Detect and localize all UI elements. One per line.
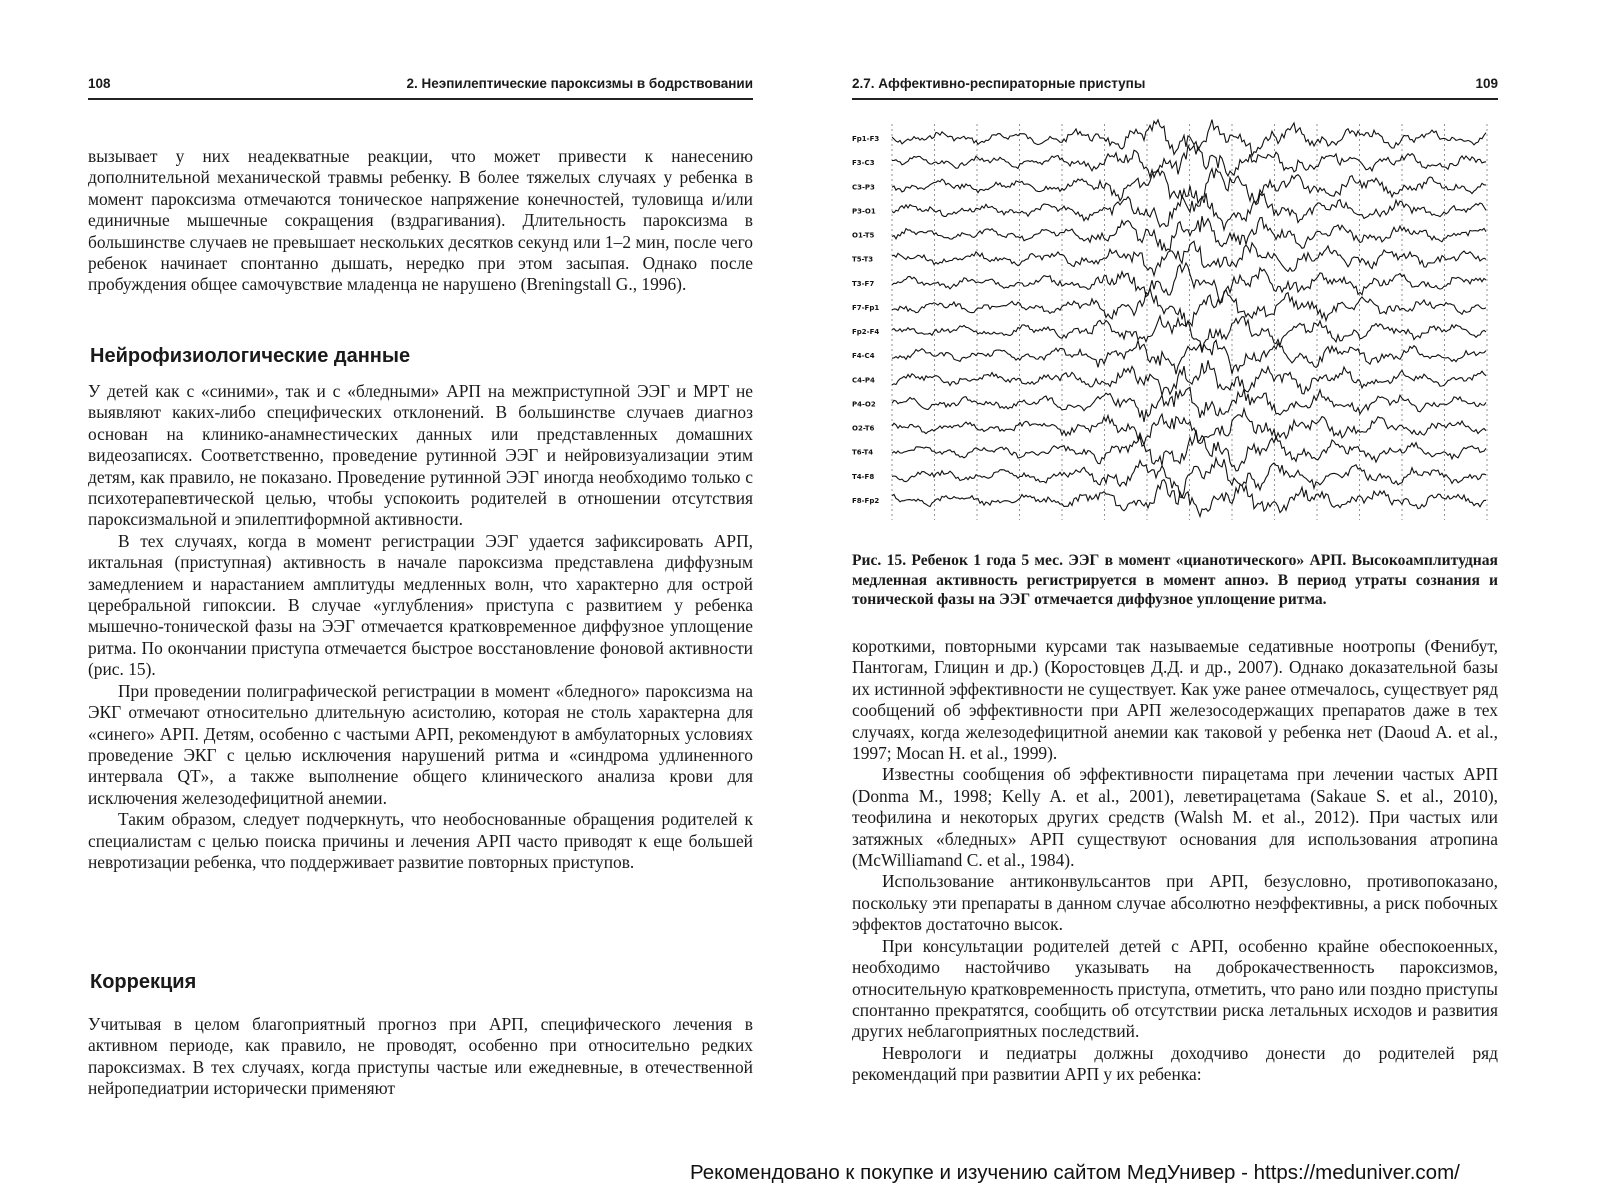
channel-label: T4-F8 — [852, 472, 875, 481]
channel-label: Fp2-F4 — [852, 328, 880, 336]
paragraph: Учитывая в целом благоприятный прогноз при АРП, специфического лечения в активном периоде, как правило, не проводят, особенно при относительно редких пароксизмах. В тех случаях, когда приступы частые или ежедневные, в отечественной нейропедиатрии исторически применяют — [88, 1014, 753, 1099]
eeg-channel-labels — [852, 135, 879, 505]
channel-label: F3-C3 — [852, 159, 875, 168]
text-block-neurophysiology — [88, 381, 753, 873]
section-heading-neurophysiology: Нейрофизиологические данные — [90, 345, 411, 367]
channel-label: F4-C4 — [852, 352, 875, 361]
eeg-trace — [892, 387, 1486, 422]
eeg-figure — [852, 118, 1498, 533]
text-block-correction — [88, 1014, 753, 1100]
paragraph: В тех случаях, когда в момент регистрации ЭЭГ удается зафиксировать АРП, иктальная (приступная) активность в начале пароксизма представлена диффузным замедлением и нарастанием амплитуды медленных волн, что характерно для острой церебральной гипоксии. В случае «углубления» приступа с развитием у ребенка мышечно-тонической фазы на ЭЭГ отмечается кратковременное диффузное уплощение ритма. По окончании приступа отмечается быстрое восстановление фоновой активности (рис. 15). — [88, 530, 753, 680]
channel-label: O2-T6 — [852, 424, 875, 433]
page-number: 108 — [88, 76, 111, 91]
channel-label: F8-Fp2 — [852, 496, 880, 505]
channel-label: P4-O2 — [852, 400, 876, 409]
channel-label: T5-T3 — [852, 255, 874, 264]
text-block-right — [852, 636, 1498, 1086]
paragraph: Неврологи и педиатры должны доходчиво донести до родителей ряд рекомендаций при развитии АРП у их ребенка: — [852, 1042, 1498, 1085]
page-number: 109 — [1475, 76, 1498, 91]
paragraph: вызывает у них неадекватные реакции, что может привести к нанесению дополнительной механической травмы ребенку. В более тяжелых случаях у ребенка в момент пароксизма отмечаются тоническое напряжение конечностей, туловища и/или единичные мышечные сокращения (вздрагивания). Длительность пароксизма в большинстве случаев не превышает нескольких десятков секунд или 1–2 мин, после чего ребенок начинает спонтанно дышать, нередко при этом засыпая. Однако после пробуждения общее самочувствие младенца не нарушено (Breningstall G., 1996). — [88, 146, 753, 295]
eeg-trace — [892, 288, 1486, 327]
channel-label: T6-T4 — [852, 448, 874, 457]
paragraph: При проведении полиграфической регистрации в момент «бледного» пароксизма на ЭКГ отмечают относительно длительную асистолию, которая не столь характерна для «синего» АРП. Детям, особенно с частыми АРП, рекомендуют в амбулаторных условиях проведение ЭКГ с целью исключения нарушений ритма и «синдрома удлиненного интервала QT», а также выполнение общего клинического анализа крови для исключения железодефицитной анемии. — [88, 680, 753, 808]
paragraph: У детей как с «синими», так и с «бледными» АРП на межприступной ЭЭГ и МРТ не выявляют каких-либо специфических отклонений. В большинстве случаев диагноз основан на клинико-анамнестических данных или представленных домашних видеозаписях. Соответственно, проведение рутинной ЭЭГ и нейровизуализации этим детям, как правило, не показано. Проведение рутинной ЭЭГ иногда необходимо только с психотерапевтической целью, чтобы успокоить родителей в отношении отсутствия пароксизмальной и эпилептиформной активности. — [88, 381, 753, 530]
running-head — [88, 70, 753, 100]
figure-caption — [852, 551, 1498, 610]
channel-label: F7-Fp1 — [852, 303, 880, 312]
eeg-traces — [892, 120, 1486, 517]
eeg-trace — [892, 263, 1486, 304]
eeg-trace — [892, 360, 1486, 395]
eeg-trace — [892, 193, 1486, 230]
paragraph: Таким образом, следует подчеркнуть, что необоснованные обращения родителей к специалистам с целью поиска причины и лечения АРП часто приводят к еще большей невротизации ребенка, что поддерживает развитие повторных приступов. — [88, 809, 753, 872]
eeg-trace — [892, 145, 1486, 177]
footer-watermark: Рекомендовано к покупке и изучению сайтом МедУнивер - https://meduniver.com/ — [690, 1161, 1460, 1184]
running-head-title: 2. Неэпилептические пароксизмы в бодрствовании — [406, 76, 753, 91]
eeg-trace — [892, 480, 1486, 517]
eeg-trace — [892, 216, 1486, 251]
eeg-trace — [892, 169, 1486, 203]
channel-label: Fp1-F3 — [852, 135, 880, 143]
eeg-trace — [892, 430, 1486, 471]
channel-label: T3-F7 — [852, 279, 875, 288]
eeg-recording — [852, 118, 1498, 533]
caption-label: Рис. 15. — [852, 552, 907, 569]
paragraph: Известны сообщения об эффективности пирацетама при лечении частых АРП (Donma M., 1998; Kelly A. et al., 2001), леветирацетама (Sakaue S. et al., 2010), теофилина и некоторых других средств (Walsh M. et al., 2012). При частых или затяжных «бледных» АРП существуют основания для использования атропина (McWilliamand C. et al., 1984). — [852, 764, 1498, 871]
channel-label: C4-P4 — [852, 376, 875, 385]
text-block-intro — [88, 146, 753, 296]
channel-label: P3-O1 — [852, 207, 876, 216]
running-head — [852, 70, 1498, 100]
caption-text: Ребенок 1 года 5 мес. ЭЭГ в момент «цианотического» АРП. Высокоамплитудная медленная активность регистрируется в момент апноэ. В период утраты сознания и тонической фазы на ЭЭГ отмечается диффузное уплощение ритма. — [852, 552, 1498, 609]
section-heading-correction: Коррекция — [90, 971, 197, 993]
channel-label: O1-T5 — [852, 231, 875, 240]
paragraph: короткими, повторными курсами так называемые седативные ноотропы (Фенибут, Пантогам, Глицин и др.) (Коростовцев Д.Д. и др., 2007). Однако доказательной базы их истинной эффективности не существует. Как уже ранее отмечалось, существует ряд сообщений об эффективности при АРП железосодержащих препаратов даже в тех случаях, когда железодефицитной анемии как таковой у ребенка нет (Daoud A. et al., 1997; Mocan H. et al., 1999). — [852, 636, 1498, 764]
eeg-trace — [892, 340, 1486, 374]
channel-label: C3-P3 — [852, 183, 875, 192]
paragraph: Использование антиконвульсантов при АРП, безусловно, противопоказано, поскольку эти препараты в данном случае абсолютно неэффективны, а риск побочных эффектов достаточно высок. — [852, 871, 1498, 935]
right-page — [800, 0, 1600, 1191]
paragraph: При консультации родителей детей с АРП, особенно крайне обеспокоенных, необходимо настойчиво указывать на доброкачественность пароксизмов, относительную кратковременность приступа, отметить, что рано или поздно приступы спонтанно прекратятся, сообщить об отсутствии риска летальных исходов и развития других неблагоприятных последствий. — [852, 935, 1498, 1042]
eeg-trace — [892, 120, 1486, 156]
running-head-title: 2.7. Аффективно-респираторные приступы — [852, 76, 1146, 91]
eeg-trace — [892, 458, 1486, 498]
